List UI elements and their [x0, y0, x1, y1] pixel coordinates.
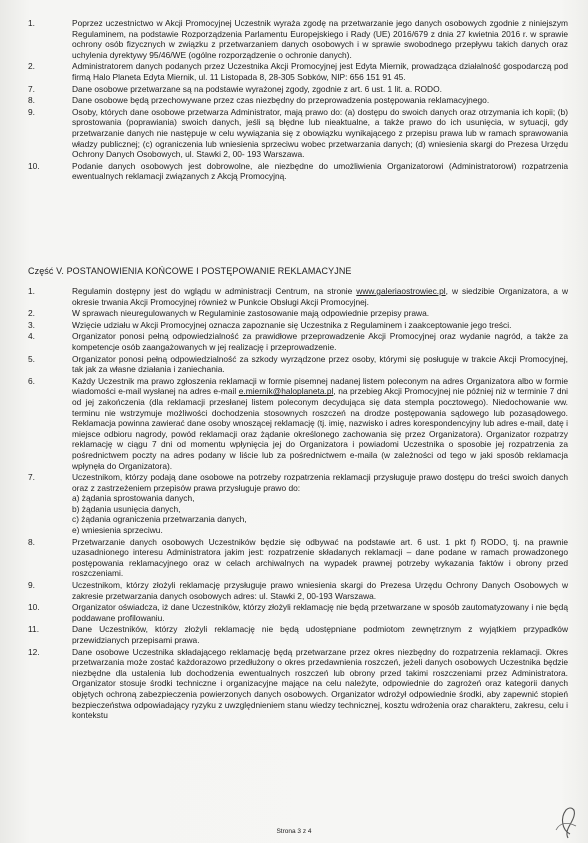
data-protection-section — [28, 18, 568, 183]
sub-item: c) żądania ograniczenia przetwarzania danych, — [72, 514, 247, 525]
clause-number: 9. — [28, 580, 35, 591]
clause-text: Dane osobowe przetwarzane są na podstawie wyrażonej zgody, zgodnie z art. 6 ust. 1 lit. a. RODO. — [72, 83, 442, 94]
clause-text-start: Regulamin dostępny jest do wglądu w administracji Centrum, na stronie — [72, 286, 357, 296]
clause-text: Uczestnikom, którzy złożyli reklamację przysługuje prawo wniesienia skargi do Prezesa Urzędu Ochrony Danych Osobowych w zakresie przetwarzania danych osobowych adres: ul. Stawki 2, 00-193 Warszawa. — [72, 580, 568, 601]
clause-text: Dane Uczestników, którzy złożyli reklamację nie będą udostępniane podmiotom zewnętrznym z wyjątkiem przypadków przewidzianych przepisami prawa. — [72, 624, 568, 645]
final-provisions-section — [28, 286, 568, 722]
clause-text: Osoby, których dane osobowe przetwarza Administrator, mają prawo do: (a) dostępu do swoich danych oraz otrzymania ich kopii; (b) sprostowania (poprawiania) swoich danych, jeśli są błędne lub nieaktualne, a także prawo do ich usunięcia, w sytuacji, gdy przetwarzanie danych nie następuje w celu wywiązania się z obowiązku wynikającego z przepisu prawa lub w ramach sprawowania władzy publicznej; (c) ograniczenia lub wniesienia sprzeciwu wobec przetwarzania danych; (d) wniesienia skargi do Prezesa Urzędu Ochrony Danych Osobowych, ul. Stawki 2, 00- 193 Warszawa. — [72, 106, 568, 160]
clause-5 — [28, 354, 568, 375]
clause-9 — [28, 107, 568, 160]
section-heading: Część V. POSTANOWIENIA KOŃCOWE I POSTĘPOWANIE REKLAMACYJNE — [28, 266, 352, 276]
clause-number: 3. — [28, 319, 35, 330]
clause-number: 1. — [28, 18, 35, 28]
clause-number: 11. — [28, 624, 40, 635]
clause-2 — [28, 308, 568, 319]
clause-text: Poprzez uczestnictwo w Akcji Promocyjnej Uczestnik wyraża zgodę na przetwarzanie jego danych osobowych zgodnie z niniejszym Regulaminem, na podstawie Rozporządzenia Parlamentu Europejskiego i Rady (UE) 2016/679 z dnia 27 kwietnia 2016 r. w sprawie ochrony osób fizycznych w związku z przetwarzaniem danych osobowych i w sprawie swobodnego przepływu takich danych oraz uchylenia dyrektywy 95/46/WE (ogólne rozporządzenie o ochronie danych). — [72, 18, 568, 60]
sub-item: a) żądania sprostowania danych, — [72, 493, 195, 504]
clause-number: 2. — [28, 308, 35, 319]
clause-text: Organizator ponosi pełną odpowiedzialność za szkody wyrządzone przez osoby, którymi się posługuje w trakcie Akcji Promocyjnej, tak jak za własne działania i zaniechania. — [72, 353, 568, 375]
clause-text — [72, 286, 568, 307]
clause-number: 8. — [28, 95, 35, 106]
clause-number: 2. — [28, 61, 35, 72]
clause-8 — [28, 537, 568, 579]
clause-8 — [28, 95, 568, 106]
clause-9 — [28, 580, 568, 601]
clause-number: 10. — [28, 602, 40, 613]
clause-intro: Uczestnikom, którzy podają dane osobowe na potrzeby rozpatrzenia reklamacji przysługuje prawo dostępu do treści swoich danych oraz z zastrzeżeniem przepisów prawa przysługuje prawo do: — [72, 472, 568, 493]
clause-6 — [28, 376, 568, 471]
clause-text-end: , na przebieg Akcji Promocyjnej nie później niż w terminie 7 dni od jej zakończenia (dla reklamacji przesłanej listem poleconym decydująca się data stempla pocztowego). Niedochowanie ww. terminu nie wstrzymuje możliwości dochodzenia stosownych roszczeń na drodze postępowania sądowego lub pozasądowego. Reklamacja powinna zawierać dane osoby wnoszącej reklamację (tj. imię, nazwisko i adres korespondencyjny lub adres e-mail, datę i miejsce odbioru nagrody, powód reklamacji oraz żądanie określonego zachowania się przez Organizatora). Organizator rozpatrzy reklamację w ciągu 7 dni od momentu wpłynięcia jej do Organizatora i powiadomi Uczestnika o sposobie jej rozpatrzenia za pośrednictwem poczty na adres podany w liście lub za pośrednictwem e-maila (w zależności od tego w jaki sposób reklamacja wpłynęła do Organizatora). — [72, 386, 568, 471]
clause-text: Organizator oświadcza, iż dane Uczestników, którzy złożyli reklamację nie będą przetwarzane w sposób zautomatyzowany i nie będą poddawane profilowaniu. — [72, 602, 568, 623]
clause-12 — [28, 647, 568, 721]
sub-item: b) żądania usunięcia danych, — [72, 503, 181, 514]
signature-mark — [542, 800, 582, 840]
page-number: Strona 3 z 4 — [276, 828, 312, 835]
clause-text-start: Każdy Uczestnik ma prawo zgłoszenia reklamacji w formie pisemnej nadanej listem poleconym na adres Organizatora albo w formie wiadomości e-mail wysłanej na adres e-mail — [72, 375, 568, 397]
clause-number: 7. — [28, 472, 35, 483]
email-link[interactable]: e.miernik@haloplaneta.pl — [238, 386, 334, 397]
clause-number: 12. — [28, 646, 40, 657]
clause-7 — [28, 84, 568, 95]
clause-10 — [28, 602, 568, 623]
clause-text: Administratorem danych podanych przez Uczestnika Akcji Promocyjnej jest Edyta Miernik, prowadząca działalność gospodarczą pod firmą Halo Planeta Edyta Miernik, ul. 11 Listopada 8, 28-305 Sobków, NIP: 656 151 91 45. — [72, 61, 568, 82]
clause-11 — [28, 624, 568, 645]
clause-text — [72, 376, 568, 471]
clause-text: Dane osobowe Uczestnika składającego reklamację będą przetwarzane przez okres niezbędny do rozpatrzenia reklamacji. Okres przetwarzania może zostać każdorazowo przedłużony o okres przedawnienia roszczeń, jeżeli danych osobowych Uczestnika będzie niezbędne dla ustalenia lub dochodzenia ewentualnych roszczeń lub obrony przed takimi roszczeniami przez Administratora. Organizator stosuje środki techniczne i organizacyjne mające na celu należyte, odpowiednie do zagrożeń oraz kategorii danych objętych ochroną zabezpieczenia powierzonych danych osobowych. Organizator wdrożył odpowiednie środki, aby zapewnić stopień bezpieczeństwa odpowiadający ryzyku z uwzględnieniem stanu wiedzy technicznej, kosztu wdrożenia oraz charakteru, zakresu, celu i kontekstu — [72, 646, 568, 721]
clause-2 — [28, 61, 568, 82]
clause-3 — [28, 320, 568, 331]
clause-number: 4. — [28, 331, 35, 342]
clause-1 — [28, 18, 568, 60]
clause-7 — [28, 472, 568, 536]
clause-text: Wzięcie udziału w Akcji Promocyjnej oznacza zapoznanie się Uczestnika z Regulaminem i zaakceptowanie jego treści. — [72, 319, 512, 330]
clause-number: 10. — [28, 160, 40, 171]
clause-4 — [28, 331, 568, 352]
clause-text: W sprawach nieuregulowanych w Regulaminie zastosowanie mają odpowiednie przepisy prawa. — [72, 308, 430, 319]
clause-10 — [28, 161, 568, 182]
clause-number: 5. — [28, 353, 35, 364]
clause-number: 9. — [28, 106, 35, 117]
clause-text-end: , w siedzibie Organizatora, a w okresie trwania Akcji Promocyjnej również w Punkcie Obsługi Akcji Promocyjnej. — [72, 286, 569, 307]
website-link[interactable]: www.galeriaostrowiec.pl — [356, 286, 446, 296]
clause-text — [72, 472, 568, 536]
sub-item: e) wniesienia sprzeciwu. — [72, 525, 163, 536]
clause-text: Organizator ponosi pełną odpowiedzialność za prawidłowe przeprowadzenie Akcji Promocyjnej oraz wydanie nagród, a także za kompetencje osób zaangażowanych w jej realizację i przeprowadzenie. — [72, 331, 568, 352]
clause-number: 1. — [28, 286, 35, 296]
clause-1 — [28, 286, 568, 307]
clause-number: 7. — [28, 83, 35, 94]
clause-number: 6. — [28, 375, 35, 386]
clause-text: Podanie danych osobowych jest dobrowolne, ale niezbędne do umożliwienia Organizatorowi (Administratorowi) rozpatrzenia ewentualnych reklamacji związanych z Akcją Promocyjną. — [72, 160, 568, 182]
clause-text: Przetwarzanie danych osobowych Uczestników będzie się odbywać na podstawie art. 6 ust. 1 pkt f) RODO, tj. na prawnie uzasadnionego interesu Administratora jakim jest: rozpatrzenie składanych reklamacji – dane podane w ramach prowadzonego postępowania reklamacyjnego oraz w celach archiwalnych na wypadek prawnej potrzeby wykazania faktów i obrony przed roszczeniami. — [72, 536, 568, 579]
clause-text: Dane osobowe będą przechowywane przez czas niezbędny do przeprowadzenia postępowania reklamacyjnego. — [72, 95, 490, 106]
clause-number: 8. — [28, 536, 35, 547]
